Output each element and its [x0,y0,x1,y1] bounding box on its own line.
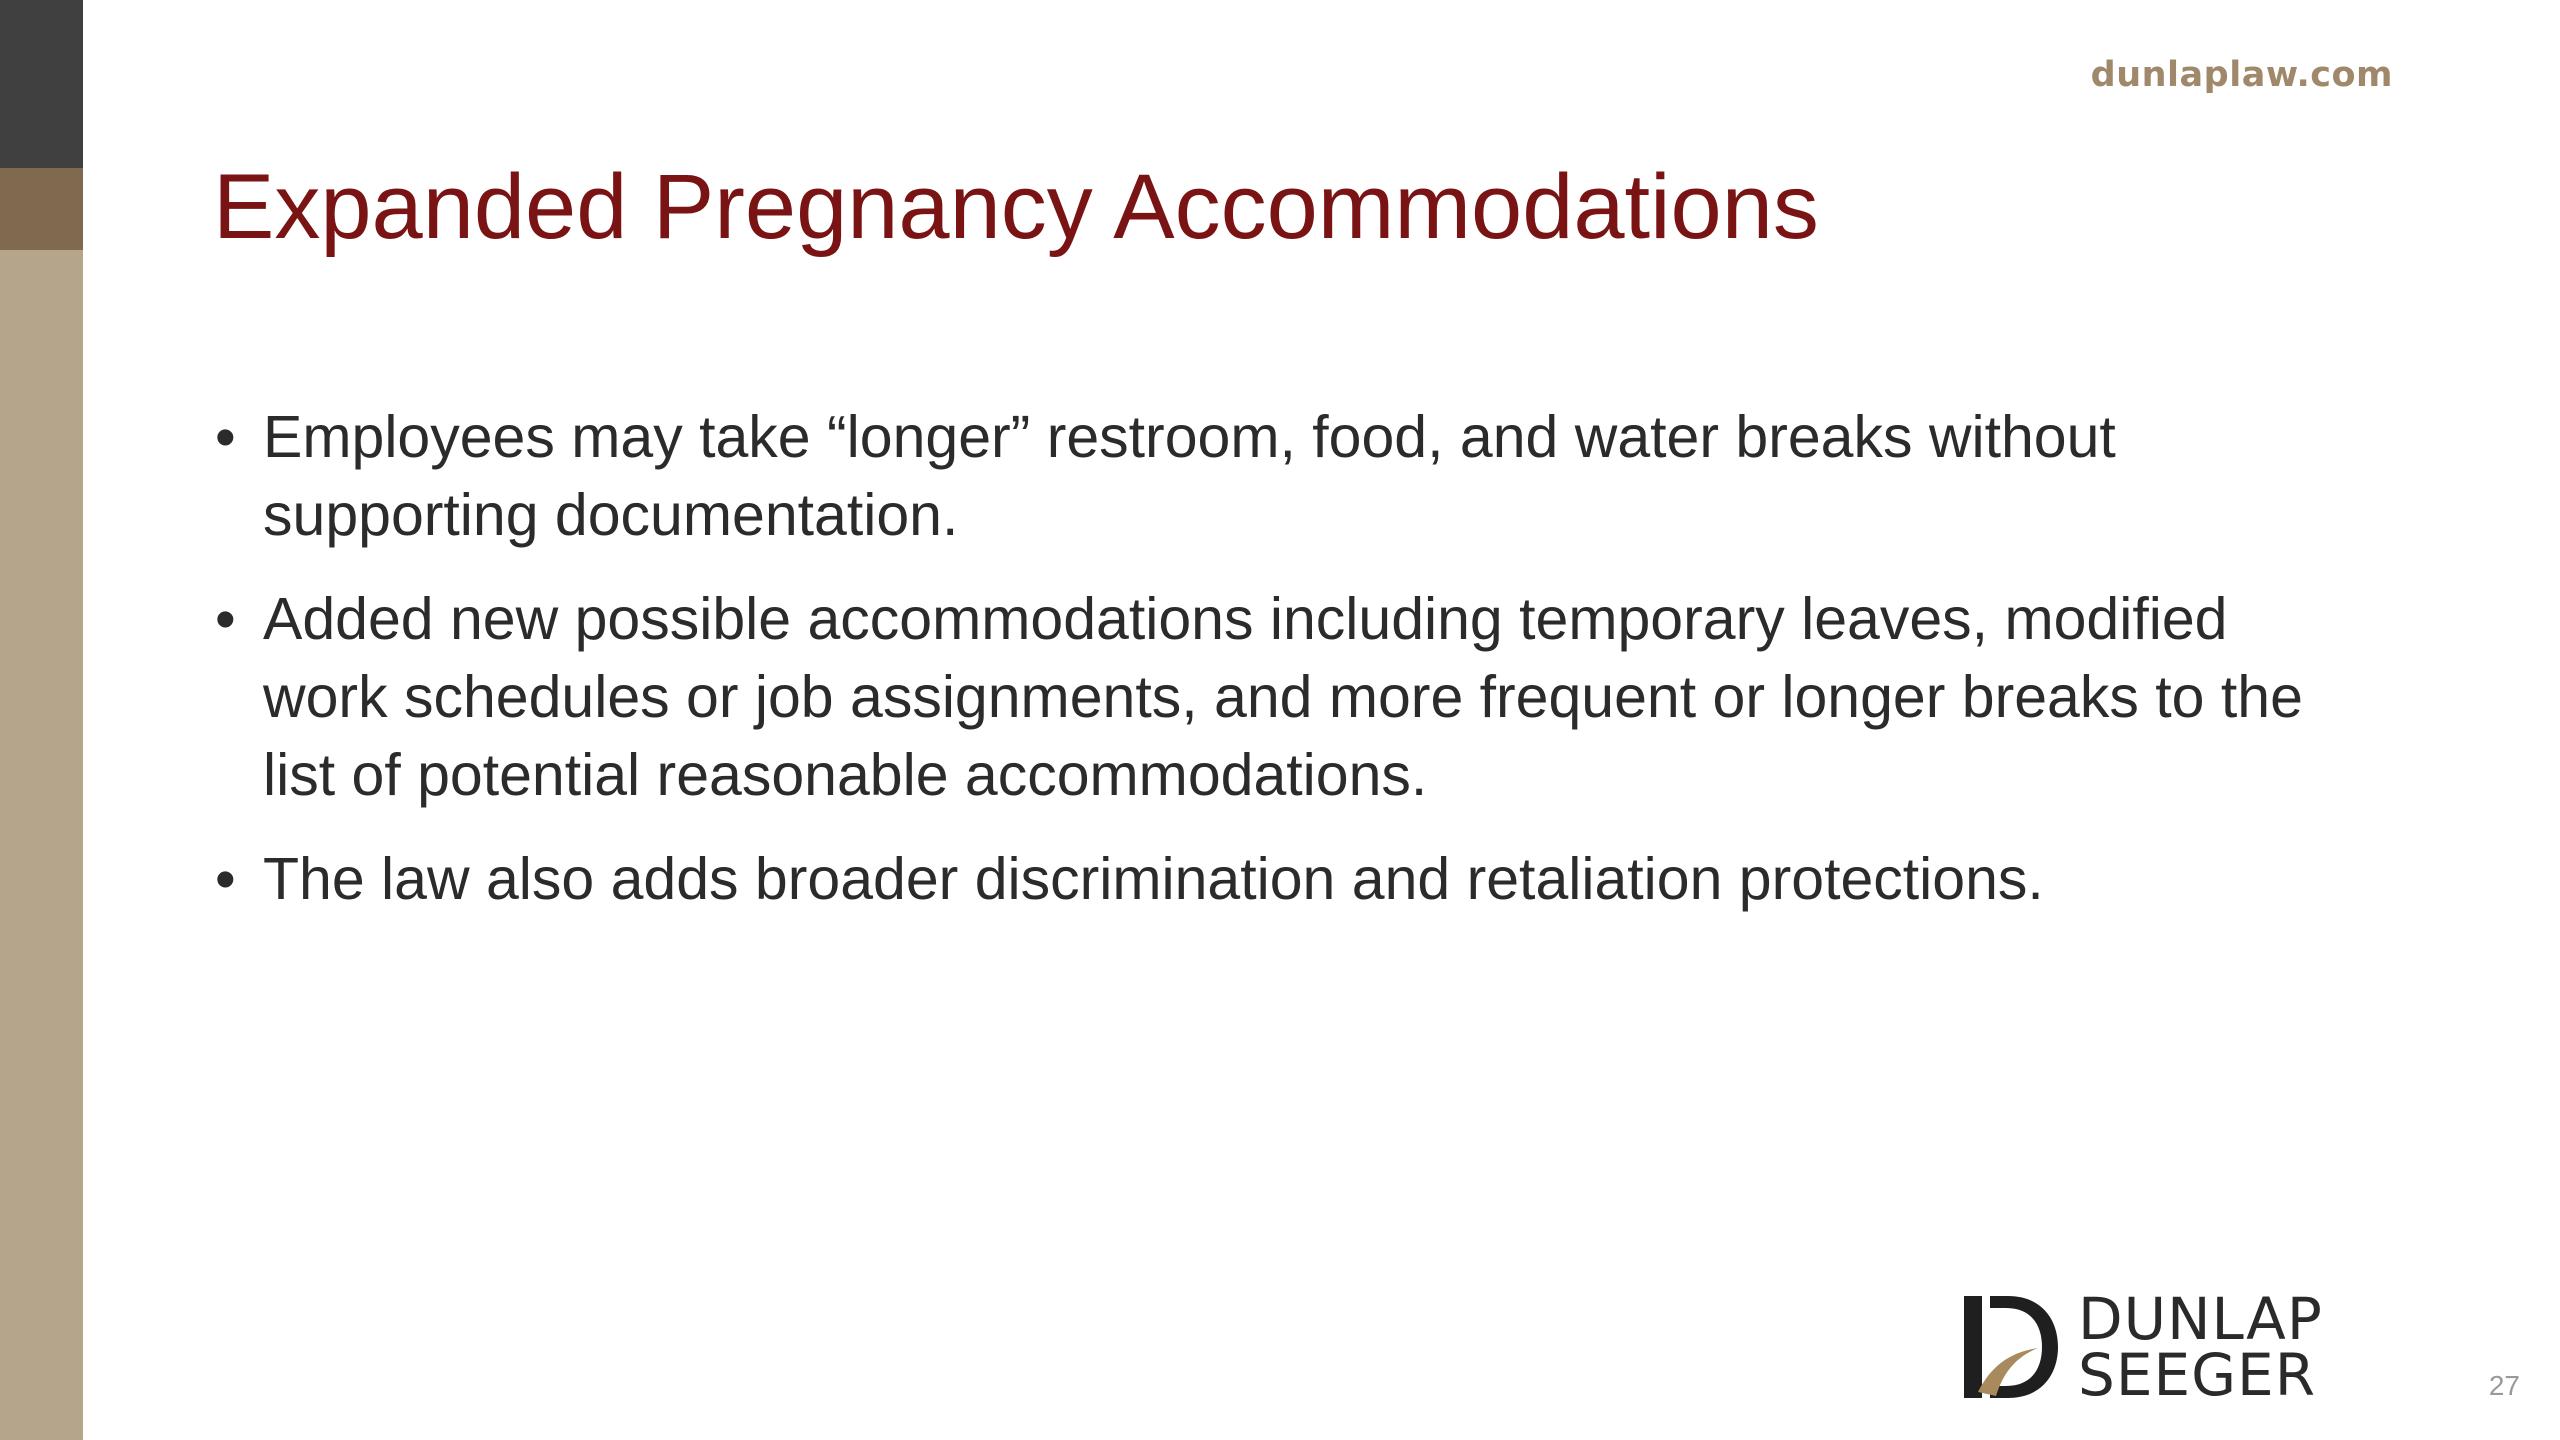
bullet-dot-icon: • [215,586,236,652]
sidebar-tan-strip [0,250,83,1440]
bullet-text: Added new possible accommodations including temporary leaves, modified work schedules or job assignments, and more frequent or longer breaks to the list of potential reasonable accommodations. [263,586,2303,808]
slide-title: Expanded Pregnancy Accommodations [213,156,1819,258]
bullet-item [213,580,2363,814]
logo-text-line-1: DUNLAP [2078,1285,2323,1353]
site-url: dunlaplaw.com [2090,55,2393,95]
sidebar-dark-block [0,0,83,168]
dunlap-seeger-d-mark-icon [1960,1292,2060,1402]
bullet-text: Employees may take “longer” restroom, food, and water breaks without supporting documentation. [263,404,2116,548]
logo-text-line-2: SEEGER [2078,1341,2316,1409]
bullet-list [213,398,2363,944]
bullet-item [213,840,2363,918]
dunlap-seeger-logo [1960,1285,2410,1410]
bullet-text: The law also adds broader discrimination and retaliation protections. [263,846,2044,912]
sidebar-accent-block [0,168,83,250]
bullet-dot-icon: • [215,846,236,912]
bullet-dot-icon: • [215,404,236,470]
page-number: 27 [2488,1370,2520,1401]
bullet-item [213,398,2363,554]
